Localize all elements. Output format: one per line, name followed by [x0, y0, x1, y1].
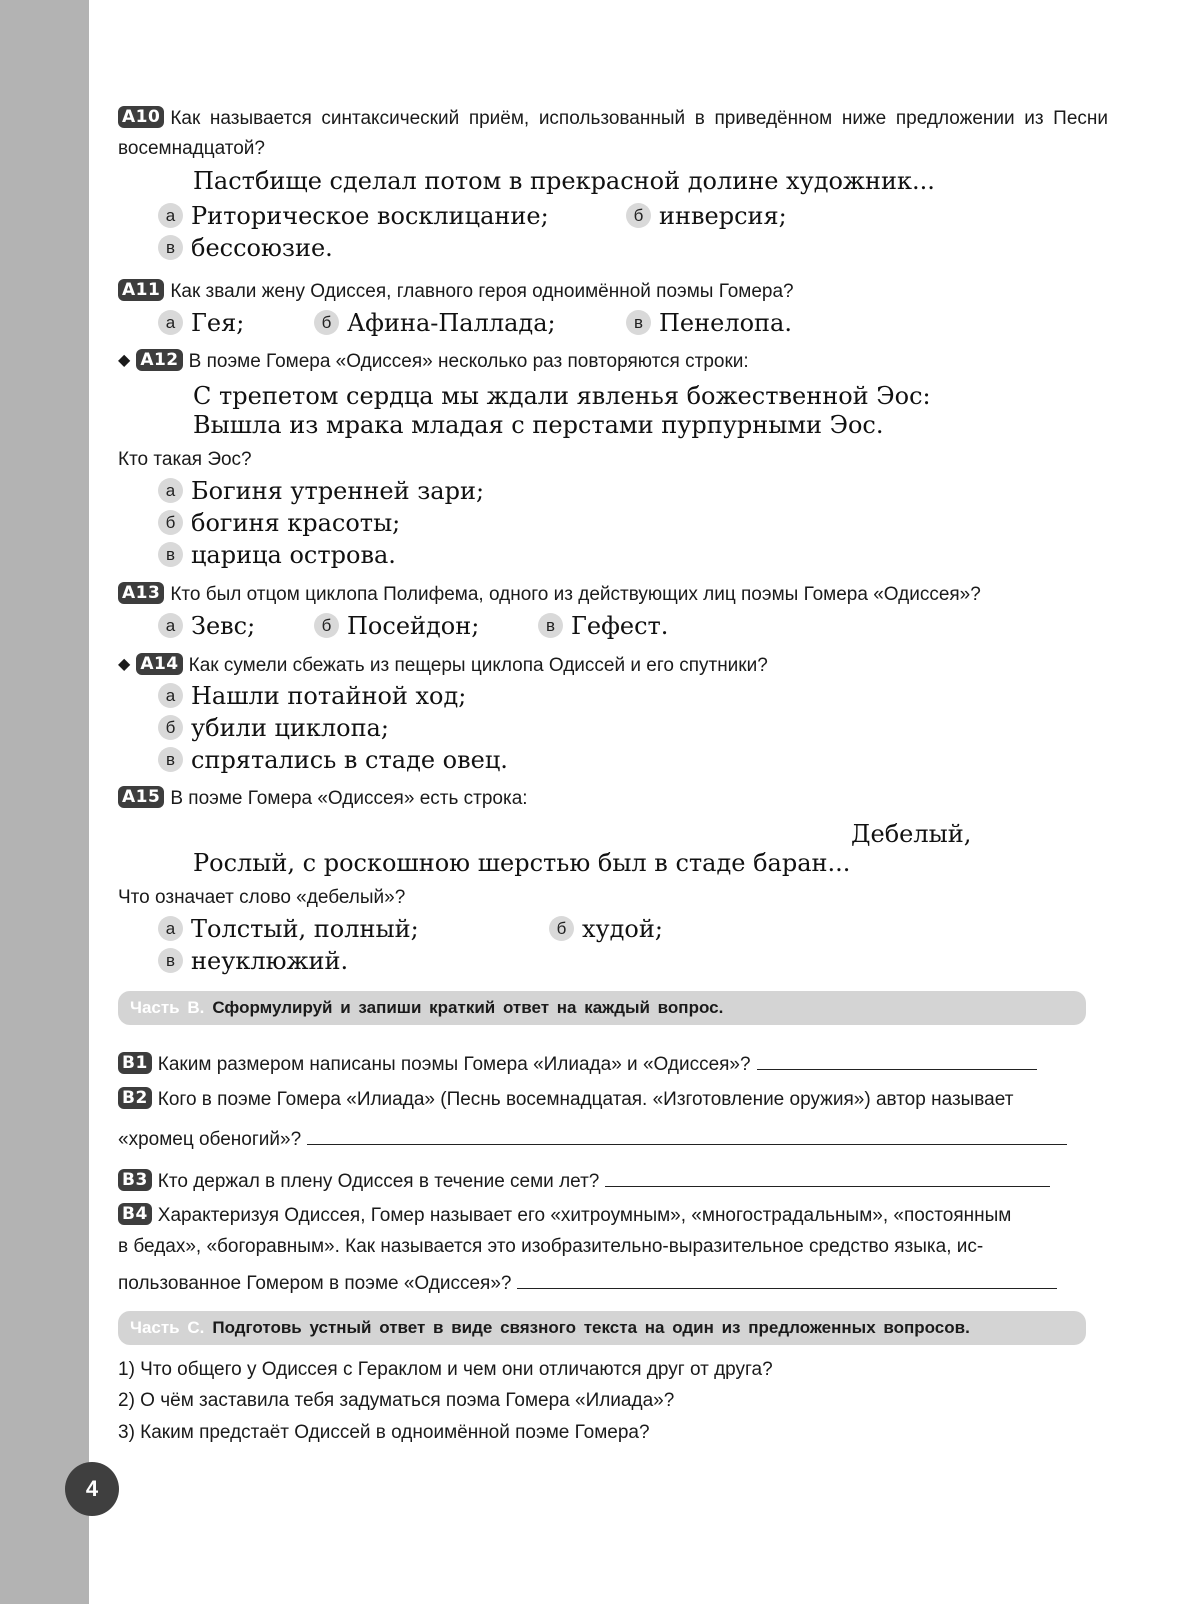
option-letter: в: [538, 613, 563, 638]
quote-line: Вышла из мрака младая с перстами пурпурными Эос.: [193, 411, 884, 439]
oral-question: 2) О чём заставила тебя задуматься поэма Гомера «Илиада»?: [118, 1390, 675, 1411]
option-v: [538, 611, 668, 645]
question-number: B4: [118, 1203, 152, 1225]
option-letter: б: [314, 310, 339, 335]
question-b4-cont: [118, 1268, 1057, 1297]
diamond-icon: ◆: [118, 352, 131, 369]
option-v: [626, 308, 792, 342]
question-text: В поэме Гомера «Одиссея» есть строка:: [170, 788, 528, 809]
oral-question: 1) Что общего у Одиссея с Гераклом и чем они отличаются друг от друга?: [118, 1359, 773, 1380]
question-a10: [118, 104, 1108, 164]
option-v: [158, 745, 508, 779]
question-a11: [118, 279, 794, 305]
option-letter: в: [158, 948, 183, 973]
question-text: Как сумели сбежать из пещеры циклопа Одиссей и его спутники?: [188, 655, 768, 676]
part-instruction: Подготовь устный ответ в виде связного текста на один из предложенных вопросов.: [212, 1318, 970, 1337]
quote-line: С трепетом сердца мы ждали явленья божественной Эос:: [193, 382, 931, 410]
option-b: [626, 201, 787, 235]
option-letter: в: [158, 747, 183, 772]
answer-line[interactable]: [517, 1268, 1057, 1289]
option-a: [158, 611, 255, 645]
part-b-header: [118, 991, 1086, 1025]
option-b: [549, 914, 663, 948]
option-letter: а: [158, 203, 183, 228]
sub-question: Что означает слово «дебелый»?: [118, 887, 406, 908]
option-text: инверсия;: [659, 202, 787, 230]
page-number: 4: [65, 1462, 119, 1516]
question-number: B3: [118, 1169, 152, 1191]
quote-line: Рослый, с роскошною шерстью был в стаде баран...: [193, 849, 851, 877]
diamond-icon: ◆: [118, 656, 131, 673]
question-text: Каким размером написаны поэмы Гомера «Илиада» и «Одиссея»?: [157, 1054, 751, 1075]
question-text: Кто держал в плену Одиссея в течение семи лет?: [157, 1171, 600, 1192]
option-a: [158, 308, 244, 342]
option-b: [158, 508, 400, 542]
option-text: Риторическое восклицание;: [191, 202, 549, 230]
option-letter: в: [158, 542, 183, 567]
question-text: Как звали жену Одиссея, главного героя одноимённой поэмы Гомера?: [170, 281, 794, 302]
question-number: A14: [136, 653, 182, 675]
option-text: худой;: [582, 915, 663, 943]
option-text: Богиня утренней зари;: [191, 477, 485, 505]
option-letter: в: [626, 310, 651, 335]
page-margin-bar: [0, 0, 89, 1604]
option-letter: в: [158, 235, 183, 260]
question-text: Как называется синтаксический приём, использованный в приведённом ниже предложении из Песни восемнадцатой?: [118, 108, 1108, 159]
sub-question: Кто такая Эос?: [118, 449, 252, 470]
question-a14: [118, 652, 768, 679]
question-number: A13: [118, 582, 164, 604]
question-b2: [118, 1087, 1013, 1113]
question-b3: [118, 1166, 1050, 1195]
question-a15: [118, 786, 528, 812]
option-b: [158, 713, 389, 747]
option-letter: б: [626, 203, 651, 228]
option-letter: б: [314, 613, 339, 638]
option-letter: а: [158, 683, 183, 708]
quote-line: Пастбище сделал потом в прекрасной долине художник...: [193, 167, 935, 195]
option-letter: а: [158, 478, 183, 503]
question-number: B2: [118, 1087, 152, 1109]
option-letter: а: [158, 310, 183, 335]
question-b1: [118, 1049, 1037, 1078]
question-text: в бедах», «богоравным». Как называется это изобразительно-выразительное средство языка, ис-: [118, 1236, 984, 1257]
answer-line[interactable]: [605, 1166, 1050, 1187]
option-v: [158, 233, 333, 267]
option-text: убили циклопа;: [191, 714, 389, 742]
question-a13: [118, 582, 981, 608]
option-text: Афина-Паллада;: [347, 309, 556, 337]
part-label: Часть C.: [130, 1318, 205, 1337]
option-letter: а: [158, 916, 183, 941]
part-label: Часть B.: [130, 998, 205, 1017]
option-v: [158, 540, 396, 574]
question-number: A11: [118, 279, 164, 301]
option-text: Зевс;: [191, 612, 256, 640]
option-text: богиня красоты;: [191, 509, 401, 537]
oral-question: 3) Каким предстаёт Одиссей в одноимённой поэме Гомера?: [118, 1422, 650, 1443]
option-text: Толстый, полный;: [191, 915, 419, 943]
option-a: [158, 201, 549, 235]
question-number: A12: [136, 349, 182, 371]
question-text: Кого в поэме Гомера «Илиада» (Песнь восемнадцатая. «Изготовление оружия») автор называет: [157, 1089, 1014, 1110]
option-letter: б: [549, 916, 574, 941]
answer-line[interactable]: [307, 1124, 1067, 1145]
question-number: A10: [118, 106, 164, 128]
option-text: неуклюжий.: [191, 947, 349, 975]
option-text: Нашли потайной ход;: [191, 682, 467, 710]
question-number: B1: [118, 1052, 152, 1074]
question-text: пользованное Гомером в поэме «Одиссея»?: [118, 1273, 512, 1294]
option-a: [158, 476, 484, 510]
question-b4: [118, 1203, 1011, 1229]
option-text: Пенелопа.: [659, 309, 792, 337]
option-text: бессоюзие.: [191, 234, 333, 262]
part-instruction: Сформулируй и запиши краткий ответ на каждый вопрос.: [212, 998, 724, 1017]
option-b: [314, 308, 556, 342]
option-text: Посейдон;: [347, 612, 480, 640]
option-a: [158, 681, 466, 715]
option-text: царица острова.: [191, 541, 396, 569]
question-b4-cont: [118, 1234, 983, 1260]
option-letter: б: [158, 715, 183, 740]
question-text: «хромец обеногий»?: [118, 1129, 302, 1150]
option-text: Гефест.: [571, 612, 669, 640]
option-v: [158, 946, 348, 980]
question-b2-cont: [118, 1124, 1067, 1153]
question-text: В поэме Гомера «Одиссея» несколько раз повторяются строки:: [188, 351, 749, 372]
option-letter: б: [158, 510, 183, 535]
option-b: [314, 611, 479, 645]
question-text: Кто был отцом циклопа Полифема, одного из действующих лиц поэмы Гомера «Одиссея»?: [170, 584, 981, 605]
question-text: Характеризуя Одиссея, Гомер называет его «хитроумным», «многострадальным», «постоянным: [157, 1205, 1012, 1226]
option-a: [158, 914, 419, 948]
answer-line[interactable]: [757, 1049, 1037, 1070]
question-a12: [118, 348, 749, 375]
quote-line: Дебелый,: [851, 820, 972, 848]
option-text: спрятались в стаде овец.: [191, 746, 508, 774]
option-letter: а: [158, 613, 183, 638]
question-number: A15: [118, 786, 164, 808]
option-text: Гея;: [191, 309, 245, 337]
part-c-header: [118, 1311, 1086, 1345]
